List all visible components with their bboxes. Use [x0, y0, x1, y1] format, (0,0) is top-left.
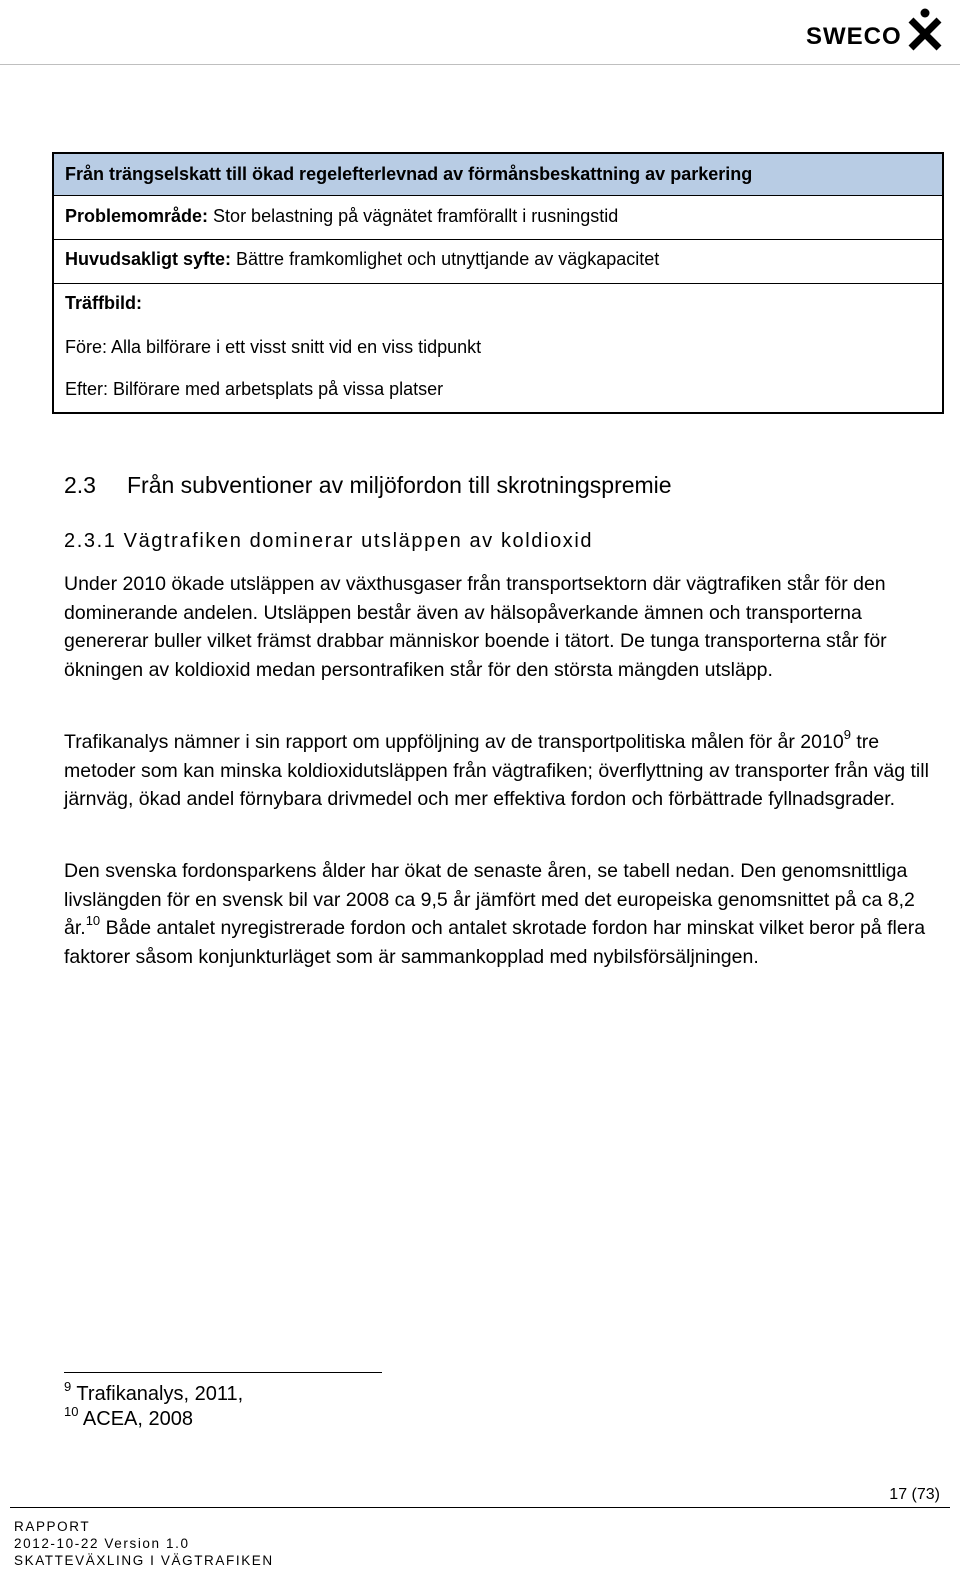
target-after: Efter: Bilförare med arbetsplats på vissa platser — [65, 379, 444, 399]
purpose-row — [54, 240, 942, 284]
problem-value: Stor belastning på vägnätet framförallt i rusningstid — [208, 206, 619, 226]
info-box-title-row — [54, 154, 942, 196]
footnote-number: 10 — [64, 1404, 79, 1419]
header-divider — [0, 64, 960, 65]
footnote-text: Trafikanalys, 2011, — [71, 1383, 244, 1405]
section-heading — [64, 472, 672, 499]
footnote-ref-9[interactable]: 9 — [843, 727, 851, 742]
section-title: Från subventioner av miljöfordon till skrotningspremie — [127, 472, 672, 498]
purpose-label: Huvudsakligt syfte: — [65, 249, 232, 269]
target-label: Träffbild: — [65, 293, 142, 313]
sweco-x-mark-icon — [806, 6, 946, 54]
footnote-text: ACEA, 2008 — [78, 1408, 193, 1430]
paragraph-3 — [64, 857, 944, 972]
paragraph-2-text-b: tre metoder som kan minska koldioxidutsläppen från vägtrafiken; överflyttning av transporter från väg till järnväg, ökad andel förnybara drivmedel och mer effektiva fordon och förbättrade fyllnadsgrader. — [64, 731, 929, 811]
target-before: Före: Alla bilförare i ett visst snitt vid en viss tidpunkt — [65, 337, 482, 357]
page-number: 17 (73) — [889, 1486, 940, 1503]
purpose-text — [65, 249, 659, 270]
section-number: 2.3 — [64, 472, 96, 498]
paragraph-1: Under 2010 ökade utsläppen av växthusgaser från transportsektorn där vägtrafiken står för den dominerande andelen. Utsläppen består även av hälsopåverkande ämnen och transporterna genererar buller vilket främst drabbar människor boende i tätort. De tunga transporterna står för ökningen av koldioxid medan persontrafiken står för den största mängden utsläpp. — [64, 573, 887, 682]
problem-text — [65, 206, 618, 227]
footnote-10 — [64, 1404, 193, 1431]
sweco-logo — [806, 6, 946, 54]
purpose-value: Bättre framkomlighet och utnyttjande av vägkapacitet — [231, 249, 660, 269]
problem-label: Problemområde: — [65, 206, 209, 226]
subsection-heading: 2.3.1 Vägtrafiken dominerar utsläppen av koldioxid — [64, 530, 594, 552]
footer-doc-title: SKATTEVÄXLING I VÄGTRAFIKEN — [14, 1553, 274, 1568]
paragraph-3-text-a: Den svenska fordonsparkens ålder har ökat de senaste åren, se tabell nedan. Den genomsnittliga livslängden för en svensk bil var 2008 ca 9,5 år jämfört med det europeiska genomsnittet på ca 8,2 år. — [64, 860, 915, 940]
footer-version: 2012-10-22 Version 1.0 — [14, 1536, 190, 1551]
paragraph-2-text-a: Trafikanalys nämner i sin rapport om uppföljning av de transportpolitiska målen för år 2010 — [64, 731, 844, 753]
footer-divider — [10, 1507, 950, 1508]
paragraph-3-text-b: Både antalet nyregistrerade fordon och antalet skrotade fordon har minskat vilket beror på flera faktorer såsom konjunkturläget som är sammankopplad med nybilsförsäljningen. — [64, 917, 926, 969]
footnote-number: 9 — [64, 1379, 72, 1394]
footer-doc-type: RAPPORT — [14, 1519, 91, 1534]
info-box-title: Från trängselskatt till ökad regelefterlevnad av förmånsbeskattning av parkering — [65, 164, 753, 184]
footnote-ref-10[interactable]: 10 — [85, 913, 101, 929]
problem-row — [54, 196, 942, 240]
footnote-divider — [64, 1372, 382, 1373]
paragraph-2 — [64, 728, 944, 814]
footnote-9 — [64, 1379, 244, 1406]
logo-wordmark: SWECO — [806, 23, 902, 50]
info-box — [52, 152, 944, 414]
